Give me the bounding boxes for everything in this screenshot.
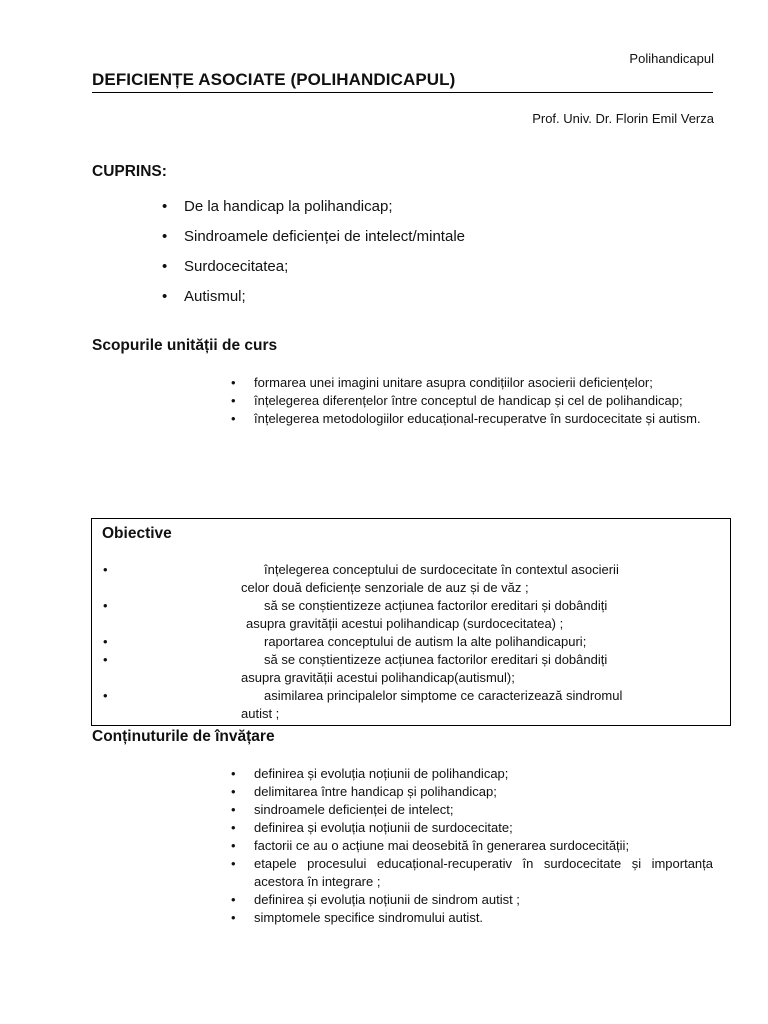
scopuri-item: • înțelegerea metodologiilor educațional-recuperatve în surdocecitate și autism. [230,410,713,428]
running-header: Polihandicapul [629,51,714,66]
continuturi-item: • definirea și evoluția noțiunii de surdocecitate; [230,819,713,837]
cuprins-heading: CUPRINS: [92,163,167,180]
scopuri-list [230,374,713,428]
continuturi-item: • definirea și evoluția noțiunii de polihandicap; [230,765,713,783]
cuprins-item: • Autismul; [160,287,465,317]
continuturi-item: • factorii ce au o acțiune mai deosebită în generarea surdocecității; [230,837,713,855]
bullet-icon: • [103,688,108,703]
continuturi-item: • simptomele specifice sindromului autist. [230,909,713,927]
continuturi-item: • sindroamele deficienței de intelect; [230,801,713,819]
scopuri-item: • înțelegerea diferențelor între conceptul de handicap și cel de polihandicap; [230,392,713,410]
document-title: DEFICIENȚE ASOCIATE (POLIHANDICAPUL) [92,69,713,93]
bullet-icon: • [103,634,108,649]
obiective-box: Obiective • înțelegerea conceptului de surdocecitate în contextul asocierii celor două deficiențe senzoriale de auz și de văz ; • să se conștientizeze acțiunea factorilor ereditari și dobândiți asupra gravității acestui polihandicap (surdocecitatea) ; • raportarea conceptului de autism la alte polihandicapuri; • să se conștientizeze acțiunea factorilor ereditari și dobândiți asupra gravității acestui polihandicap(autismul); • asimilarea principalelor simptome ce caracterizează sindromul autist ; [91,518,731,726]
cuprins-item: • Sindroamele deficienței de intelect/mintale [160,227,465,257]
cuprins-item: • Surdocecitatea; [160,257,465,287]
bullet-icon: • [103,598,108,613]
author-line: Prof. Univ. Dr. Florin Emil Verza [532,111,714,126]
scopuri-heading: Scopurile unității de curs [92,337,278,354]
cuprins-item: • De la handicap la polihandicap; [160,197,465,227]
continuturi-item: • definirea și evoluția noțiunii de sindrom autist ; [230,891,713,909]
cuprins-list [160,197,465,317]
scopuri-item: • formarea unei imagini unitare asupra condițiilor asocierii deficiențelor; [230,374,713,392]
continuturi-heading: Conținuturile de învățare [92,728,275,745]
continuturi-list [230,765,713,927]
continuturi-item: • etapele procesului educațional-recuperativ în surdocecitate și importanța acestora în integrare ; [230,855,713,891]
obiective-heading: Obiective [102,525,172,542]
bullet-icon: • [103,652,108,667]
bullet-icon: • [103,562,108,577]
continuturi-item: • delimitarea între handicap și polihandicap; [230,783,713,801]
